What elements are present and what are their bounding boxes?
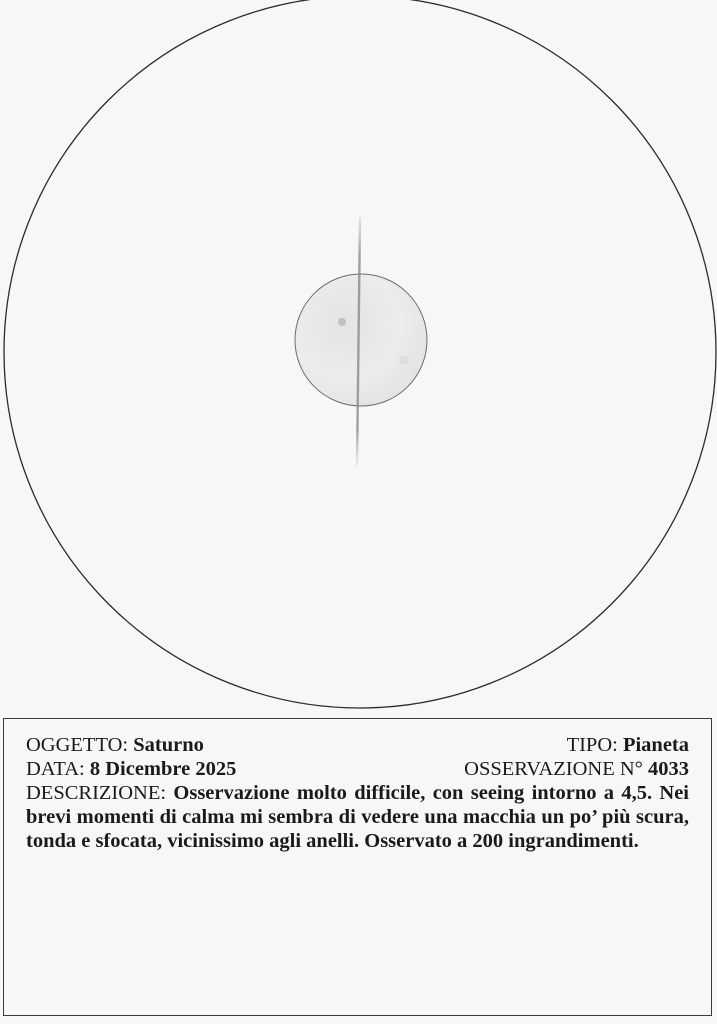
- object-field: [26, 733, 204, 757]
- observation-number-value: 4033: [648, 758, 689, 780]
- observation-info-box: [3, 718, 712, 1016]
- object-value: Saturno: [133, 734, 204, 756]
- date-value: 8 Dicembre 2025: [89, 758, 237, 780]
- object-label: OGGETTO:: [26, 734, 129, 756]
- faint-patch: [399, 356, 409, 364]
- type-field: [567, 733, 689, 757]
- description-label: DESCRIZIONE:: [26, 782, 167, 804]
- dark-spot: [338, 318, 346, 326]
- type-value: Pianeta: [622, 734, 689, 756]
- date-observation-row: [26, 757, 689, 781]
- observation-number-field: [464, 757, 689, 781]
- date-field: [26, 757, 236, 781]
- saturn-globe: [295, 274, 427, 406]
- description-block: [26, 781, 689, 853]
- description-text: Osservazione molto difficile, con seeing intorno a 4,5. Nei brevi momenti di calma mi sembra di vedere una macchia un po’ più scura, tonda e sfocata, vicinissimo agli anelli. Osservato a 200 ingrandimenti.: [26, 782, 690, 852]
- object-type-row: [26, 733, 689, 757]
- date-label: DATA:: [26, 758, 85, 780]
- type-label: TIPO:: [566, 734, 618, 756]
- observation-number-label: OSSERVAZIONE N°: [464, 758, 643, 780]
- saturn-rings-edge-on: [357, 218, 360, 466]
